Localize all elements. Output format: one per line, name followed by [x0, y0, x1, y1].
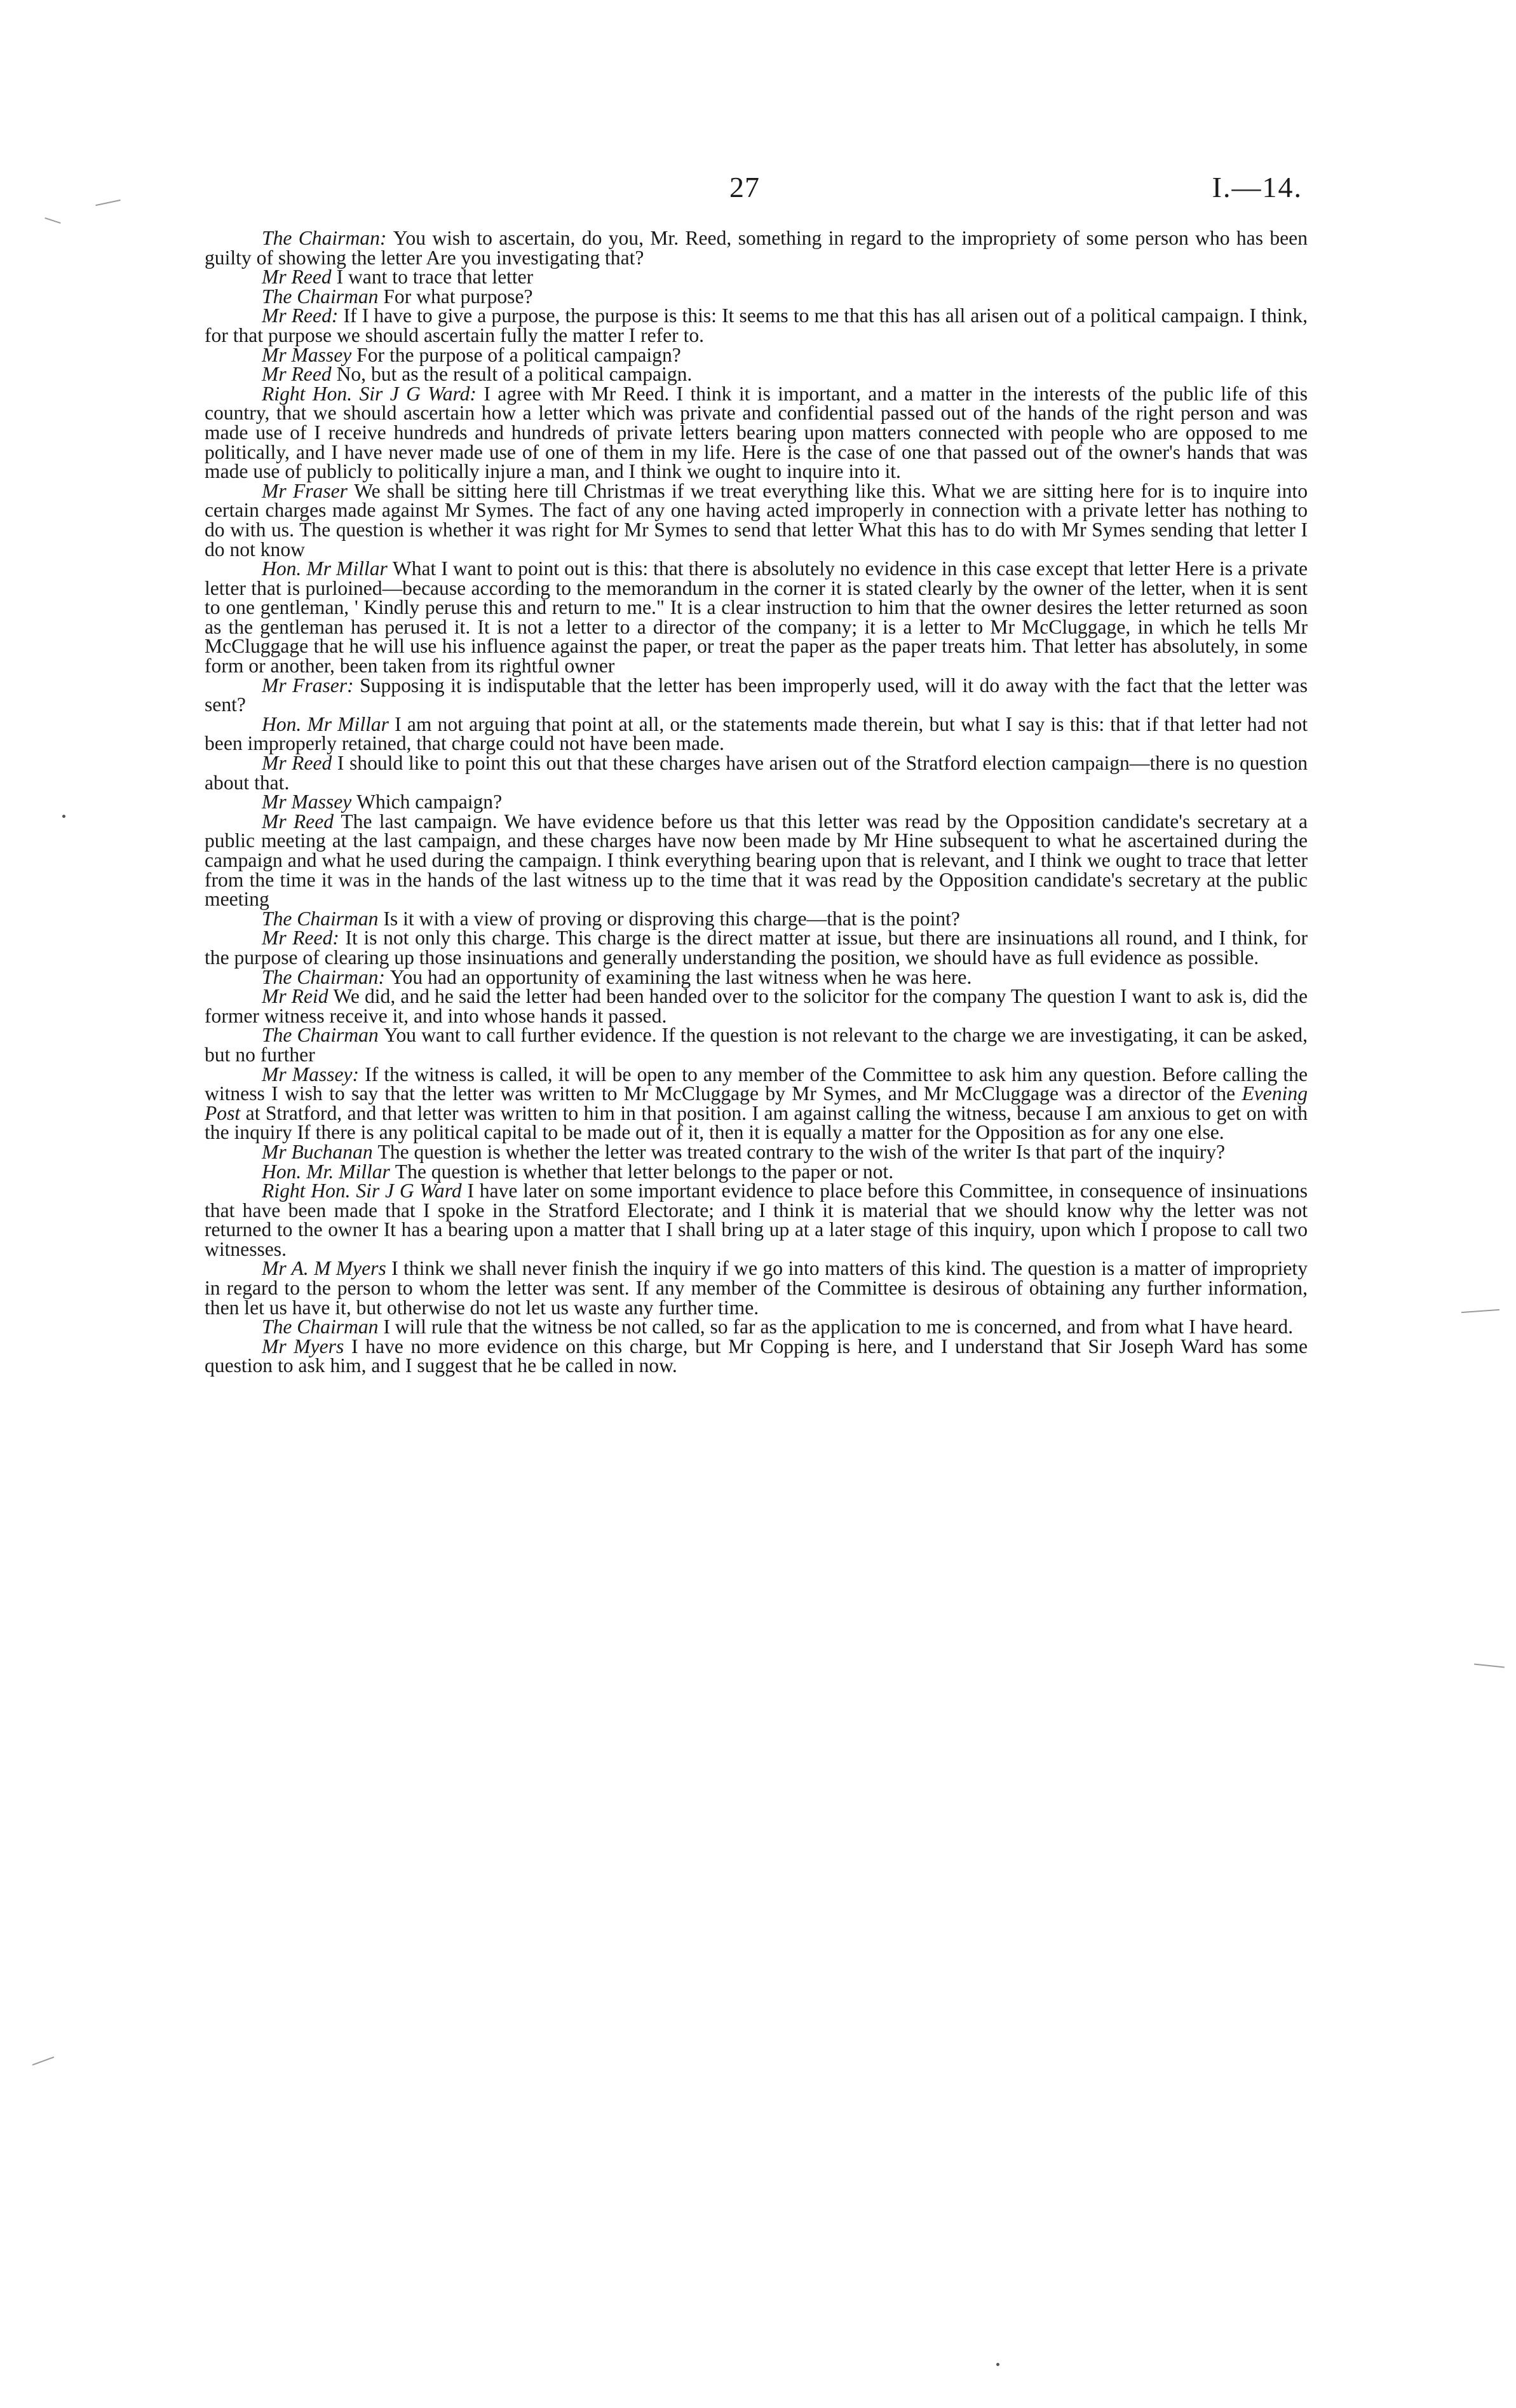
speaker-name: Mr Reed: — [262, 927, 339, 949]
speaker-name: Mr Massey: — [262, 1063, 360, 1085]
transcript-paragraph — [205, 1181, 1308, 1259]
transcript-paragraph — [205, 1317, 1308, 1337]
transcript-paragraph — [205, 1065, 1308, 1143]
transcript-paragraph — [205, 479, 1308, 561]
statement-text: I think we shall never finish the inquiry if we go into matters of this kind. The question is a matter of impropriety in regard to the person to whom the letter was sent. If any member of the Committee is desirous of obtaining any further information, then let us have it, but otherwise do not let us waste any further time. — [205, 1257, 1308, 1319]
statement-text: The question is whether that letter belongs to the paper or not. — [395, 1160, 894, 1183]
transcript-paragraph — [205, 365, 1308, 384]
scan-mark — [32, 2057, 55, 2065]
transcript-paragraph — [205, 1162, 1308, 1182]
statement-text: You wish to ascertain, do you, Mr. Reed, something in regard to the impropriety of some person who has been guilty of showing the letter Are you investigating that? — [205, 227, 1308, 269]
statement-text: No, but as the result of a political campaign. — [336, 363, 693, 386]
transcript-paragraph — [205, 1259, 1308, 1317]
transcript-paragraph — [205, 965, 1308, 988]
statement-text: Supposing it is indisputable that the letter has been improperly used, will it do away with the fact that the letter was sent? — [205, 674, 1308, 716]
speaker-name: Mr Reed — [262, 810, 334, 833]
page-header — [0, 170, 1516, 215]
statement-text: I have later on some important evidence to place before this Committee, in consequence of insinuations that have been made that I spoke in the Stratford Electorate; and I think it is material that we should know why the letter was not returned to the owner It has a bearing upon a matter that I shall bring up at a later stage of this inquiry, upon which I propose to call two witnesses. — [205, 1180, 1308, 1260]
statement-text: Which campaign? — [356, 791, 503, 813]
speaker-name: Mr Buchanan — [262, 1140, 373, 1163]
statement-text: I agree with Mr Reed. I think it is important, and a matter in the interests of the public life of this country, that we should ascertain how a letter which was private and confidential passed out of the hands of the right person and was made use of I receive hundreds and hundreds of private letters bearing upon matters connected with people who are opposed to me politically, and I have never made use of one of them in my life. Here is the case of one that passed out of the owner's hands that was made use of publicly to politically injure a man, and I think we ought to inquire into it. — [205, 382, 1308, 483]
transcript-paragraph — [205, 1140, 1308, 1163]
transcript-paragraph — [205, 754, 1308, 792]
statement-text: I will rule that the witness be not called, so far as the application to me is concerned, and from what I have heard. — [383, 1316, 1294, 1338]
transcript-paragraph — [205, 268, 1308, 287]
transcript-paragraph — [205, 987, 1308, 1026]
transcript-paragraph — [205, 1337, 1308, 1376]
speaker-name: The Chairman: — [262, 965, 385, 988]
statement-text: The question is whether the letter was treated contrary to the wish of the writer Is that part of the inquiry? — [377, 1140, 1226, 1163]
statement-text: I want to trace that letter — [336, 266, 534, 289]
transcript-paragraph — [205, 306, 1308, 345]
statement-text: You want to call further evidence. If the question is not relevant to the charge we are investigating, it can be asked, but no further — [205, 1024, 1308, 1066]
transcript-paragraph — [205, 712, 1308, 755]
speaker-name: Mr Reed — [262, 363, 332, 386]
speaker-name: The Chairman — [262, 1316, 379, 1338]
transcript-paragraph — [205, 559, 1308, 676]
statement-text: I have no more evidence on this charge, but Mr Copping is here, and I understand that Sir Joseph Ward has some question to ask him, and I suggest that he be called in now. — [205, 1335, 1308, 1377]
speaker-name: Mr Fraser: — [262, 674, 354, 697]
transcript-paragraph — [205, 792, 1308, 812]
scan-dot — [996, 2363, 999, 2366]
speaker-name: Mr Reed: — [262, 304, 339, 327]
speaker-name: Right Hon. Sir J G Ward — [262, 1180, 462, 1202]
scan-dot — [62, 815, 65, 818]
speaker-name: The Chairman — [262, 1024, 379, 1047]
speaker-name: Hon. Mr Millar — [262, 557, 388, 580]
statement-text: You had an opportunity of examining the last witness when he was here. — [389, 965, 972, 988]
speaker-name: Mr Massey — [262, 791, 352, 813]
statement-text-after: at Stratford, and that letter was written to him in that position. I am against calling the witness, because I am anxious to get on with the inquiry If there is any political capital to be made out of it, then it is equally a matter for the Opposition as for any one else. — [205, 1101, 1308, 1144]
speaker-name: Mr Myers — [262, 1335, 344, 1357]
transcript-paragraph — [205, 929, 1308, 967]
statement-text: For the purpose of a political campaign? — [356, 343, 681, 366]
statement-text: We shall be sitting here till Christmas if we treat everything like this. What we are sitting here for is to inquire into certain charges made against Mr Symes. The fact of any one having acted improperly in connection with a private letter has nothing to do with us. The question is whether it was right for Mr Symes to send that letter What this has to do with Mr Symes sending that letter I do not know — [205, 479, 1308, 561]
speaker-name: Right Hon. Sir J G Ward: — [262, 382, 477, 405]
document-reference: I.—14. — [1212, 171, 1303, 203]
speaker-name: Mr Reid — [262, 985, 328, 1008]
transcript-paragraph — [205, 287, 1308, 307]
statement-text: It is not only this charge. This charge is the direct matter at issue, but there are insinuations all round, and I think, for the purpose of clearing up those insinuations and generally understanding the position, we should have as full evidence as possible. — [205, 927, 1308, 969]
speaker-name: Mr Reed — [262, 266, 332, 289]
speaker-name: Hon. Mr. Millar — [262, 1160, 390, 1183]
transcript-paragraph — [205, 229, 1308, 268]
speaker-name: Mr A. M Myers — [262, 1257, 386, 1280]
transcript-body — [205, 229, 1308, 1376]
speaker-name: Mr Massey — [262, 343, 352, 366]
speaker-name: Hon. Mr Millar — [262, 712, 389, 735]
statement-text: What I want to point out is this: that there is absolutely no evidence in this case except that letter Here is a private letter that is purloined—because according to the memorandum in the corner it is stated clearly by the owner of the letter, when it is sent to one gentleman, ' Kindly peruse this and return to me." It is a clear instruction to him that the owner desires the letter returned as soon as the gentleman has perused it. It is not a letter to a director of the company; it is a letter to Mr McCluggage, in which he tells Mr McCluggage that he will use his influence against the paper, or treat the paper as the paper treats him. That letter has absolutely, in some form or another, been taken from its rightful owner — [205, 557, 1308, 677]
speaker-name: The Chairman — [262, 907, 379, 930]
speaker-name: Mr Fraser — [262, 479, 348, 502]
speaker-name: Mr Reed — [262, 752, 332, 775]
transcript-paragraph — [205, 812, 1308, 909]
speaker-name: The Chairman — [262, 285, 379, 308]
transcript-paragraph — [205, 909, 1308, 929]
statement-text: Is it with a view of proving or disproving this charge—that is the point? — [383, 907, 960, 930]
newspaper-title: Evening Post — [205, 1082, 1308, 1124]
statement-text: I should like to point this out that these charges have arisen out of the Stratford election campaign—there is no question about that. — [205, 752, 1308, 794]
statement-text: I am not arguing that point at all, or the statements made therein, but what I say is this: that if that letter had not been improperly retained, that charge could not have been made. — [205, 712, 1308, 755]
statement-text: The last campaign. We have evidence before us that this letter was read by the Opposition candidate's secretary at a public meeting at the last campaign, and these charges have now been made by Mr Hine subsequent to what he ascertained during the campaign and what he used during the campaign. I think everything bearing upon that is relevant, and I think we ought to trace that letter from the time it was in the hands of the last witness up to the time that it was read by the Opposition candidate's secretary at the public meeting — [205, 810, 1308, 911]
statement-text: We did, and he said the letter had been handed over to the solicitor for the company The question I want to ask is, did the former witness receive it, and into whose hands it passed. — [205, 985, 1308, 1027]
scan-mark — [1474, 1663, 1505, 1668]
transcript-paragraph — [205, 676, 1308, 715]
scan-mark — [44, 217, 60, 224]
transcript-paragraph — [205, 384, 1308, 482]
speaker-name: The Chairman: — [262, 227, 387, 249]
transcript-paragraph — [205, 1026, 1308, 1065]
transcript-paragraph — [205, 343, 1308, 366]
statement-text: If I have to give a purpose, the purpose is this: It seems to me that this has all arisen out of a political campaign. I think, for that purpose we should ascertain fully the matter I refer to. — [205, 304, 1308, 346]
statement-text-before: If the witness is called, it will be open to any member of the Committee to ask him any question. Before calling the witness I wish to say that the letter was written to Mr McCluggage by Mr Symes, and Mr McCluggage was a director of the — [205, 1063, 1308, 1105]
statement-text: For what purpose? — [383, 285, 533, 308]
scan-mark — [1461, 1309, 1499, 1313]
page-number: 27 — [729, 171, 760, 203]
